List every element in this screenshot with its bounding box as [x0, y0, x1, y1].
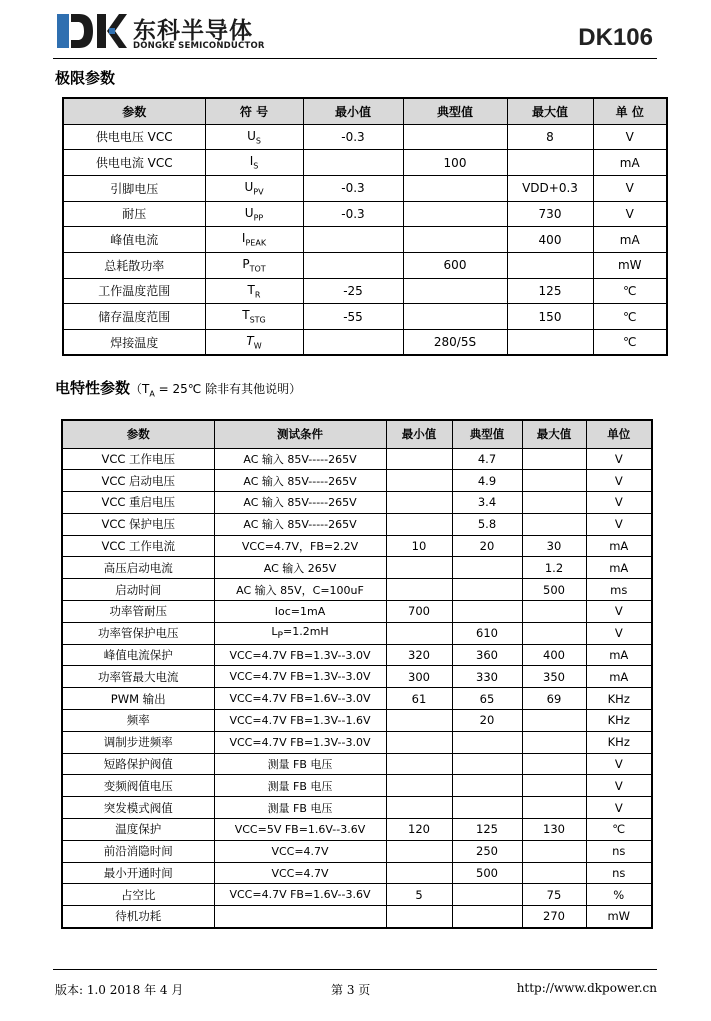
symbol-sub: S [253, 161, 259, 171]
header-param: 参数 [62, 420, 214, 448]
min-cell: 61 [386, 688, 452, 710]
symbol-sub: PEAK [245, 238, 267, 248]
min-cell: -0.3 [303, 124, 403, 150]
condition-cell: VCC=5V FB=1.6V--3.6V [214, 819, 386, 841]
table-row [62, 731, 652, 753]
table-row [62, 579, 652, 601]
param-cell: 调制步进频率 [62, 731, 214, 753]
max-cell: 130 [522, 819, 586, 841]
typ-cell [452, 797, 522, 819]
symbol-cell [205, 201, 303, 227]
typ-cell: 500 [452, 862, 522, 884]
param-cell: 频率 [62, 710, 214, 732]
param-cell: VCC 重启电压 [62, 492, 214, 514]
typ-cell [452, 753, 522, 775]
typ-cell [452, 557, 522, 579]
max-cell: 400 [522, 644, 586, 666]
typ-cell [452, 579, 522, 601]
symbol-cell [205, 124, 303, 150]
typ-cell [452, 731, 522, 753]
table-row [62, 513, 652, 535]
unit-cell: ℃ [593, 304, 667, 330]
unit-cell: V [586, 448, 652, 470]
max-cell: 730 [507, 201, 593, 227]
table-row [63, 175, 667, 201]
min-cell [303, 330, 403, 356]
unit-cell: mA [586, 644, 652, 666]
table-row [63, 150, 667, 176]
param-cell: 前沿消隐时间 [62, 840, 214, 862]
table-row [62, 710, 652, 732]
company-name-en: DONGKE SEMICONDUCTOR [133, 41, 265, 51]
symbol-main: I [249, 154, 254, 169]
max-cell [522, 775, 586, 797]
table-row [62, 840, 652, 862]
param-cell: 功率管最大电流 [62, 666, 214, 688]
section-note [130, 382, 302, 399]
max-cell: 8 [507, 124, 593, 150]
symbol-sub: S [255, 136, 261, 146]
table-row [62, 797, 652, 819]
param-cell: 最小开通时间 [62, 862, 214, 884]
param-cell: 功率管耐压 [62, 601, 214, 623]
min-cell [386, 797, 452, 819]
symbol-main: U [244, 205, 254, 220]
typ-cell: 20 [452, 535, 522, 557]
typ-cell: 4.7 [452, 448, 522, 470]
max-cell [522, 862, 586, 884]
condition-cell: VCC=4.7V [214, 840, 386, 862]
symbol-sub: PP [253, 213, 264, 223]
param-cell: 突发模式阀值 [62, 797, 214, 819]
param-cell: VCC 启动电压 [62, 470, 214, 492]
condition-cell: VCC=4.7V FB=1.3V--3.0V [214, 644, 386, 666]
header-divider [53, 58, 657, 59]
note-prefix: （T [130, 382, 150, 396]
header-unit: 单 位 [593, 98, 667, 124]
typ-cell [403, 278, 507, 304]
param-cell: 供电电流 VCC [63, 150, 205, 176]
min-cell: 120 [386, 819, 452, 841]
symbol-sub: R [254, 290, 261, 300]
note-suffix: = 25℃ 除非有其他说明） [154, 382, 302, 396]
condition-cell: 测量 FB 电压 [214, 797, 386, 819]
max-cell: 270 [522, 906, 586, 928]
max-cell [522, 513, 586, 535]
table-row [62, 666, 652, 688]
typ-cell [452, 775, 522, 797]
unit-cell: V [593, 201, 667, 227]
header-max: 最大值 [522, 420, 586, 448]
table-row [62, 753, 652, 775]
symbol-main: T [242, 308, 250, 323]
max-cell [522, 601, 586, 623]
table-row [62, 819, 652, 841]
condition-cell: AC 输入 265V [214, 557, 386, 579]
symbol-cell [205, 150, 303, 176]
min-cell [303, 150, 403, 176]
max-cell: 30 [522, 535, 586, 557]
company-name-cn: 东科半导体 [133, 18, 253, 44]
max-cell: VDD+0.3 [507, 175, 593, 201]
table-row [62, 470, 652, 492]
typ-cell [403, 304, 507, 330]
max-cell: 350 [522, 666, 586, 688]
typ-cell [403, 201, 507, 227]
max-cell [522, 448, 586, 470]
min-cell: 10 [386, 535, 452, 557]
max-cell: 400 [507, 227, 593, 253]
max-cell: 1.2 [522, 557, 586, 579]
min-cell [386, 622, 452, 644]
footer-version: 版本: 1.0 2018 年 4 月 [55, 983, 184, 997]
min-cell: 5 [386, 884, 452, 906]
header-min: 最小值 [303, 98, 403, 124]
symbol-main: T [246, 333, 254, 348]
param-cell: 总耗散功率 [63, 252, 205, 278]
min-cell [386, 513, 452, 535]
table-row [62, 906, 652, 928]
condition-cell [214, 906, 386, 928]
param-cell: 供电电压 VCC [63, 124, 205, 150]
typ-cell [403, 124, 507, 150]
min-cell [386, 557, 452, 579]
table-row [62, 448, 652, 470]
unit-cell: KHz [586, 731, 652, 753]
table-row [63, 252, 667, 278]
min-cell: -55 [303, 304, 403, 330]
param-cell: 变频阀值电压 [62, 775, 214, 797]
unit-cell: ms [586, 579, 652, 601]
table-row [62, 862, 652, 884]
param-cell: 短路保护阀值 [62, 753, 214, 775]
unit-cell: mA [586, 666, 652, 688]
max-cell: 125 [507, 278, 593, 304]
symbol-cell [205, 278, 303, 304]
symbol-main: I [241, 231, 246, 246]
header-param: 参数 [63, 98, 205, 124]
symbol-sub: STG [249, 315, 266, 325]
condition-cell: AC 输入 85V，C=100uF [214, 579, 386, 601]
param-cell: 储存温度范围 [63, 304, 205, 330]
unit-cell: V [586, 622, 652, 644]
absolute-ratings-table [62, 97, 668, 356]
min-cell: 320 [386, 644, 452, 666]
min-cell [386, 840, 452, 862]
param-cell: VCC 工作电流 [62, 535, 214, 557]
typ-cell [452, 601, 522, 623]
min-cell [386, 492, 452, 514]
typ-cell: 65 [452, 688, 522, 710]
footer-divider [53, 969, 657, 970]
unit-cell: V [586, 492, 652, 514]
table-row [63, 227, 667, 253]
unit-cell: ℃ [586, 819, 652, 841]
typ-cell: 125 [452, 819, 522, 841]
symbol-sub: TOT [249, 264, 266, 274]
symbol-sub: W [253, 341, 262, 351]
unit-cell: mW [593, 252, 667, 278]
unit-cell: V [586, 470, 652, 492]
typ-cell: 250 [452, 840, 522, 862]
condition-cell: VCC=4.7V FB=1.3V--1.6V [214, 710, 386, 732]
typ-cell: 600 [403, 252, 507, 278]
max-cell [507, 252, 593, 278]
symbol-main: P [242, 257, 250, 272]
condition-cell: Ioc=1mA [214, 601, 386, 623]
unit-cell: % [586, 884, 652, 906]
param-cell: 高压启动电流 [62, 557, 214, 579]
max-cell [507, 330, 593, 356]
section-title-text: 电特性参数 [55, 379, 131, 397]
condition-cell: VCC=4.7V，FB=2.2V [214, 535, 386, 557]
symbol-cell [205, 227, 303, 253]
max-cell [507, 150, 593, 176]
header-condition: 测试条件 [214, 420, 386, 448]
param-cell: 启动时间 [62, 579, 214, 601]
table-row [62, 601, 652, 623]
symbol-cell [205, 304, 303, 330]
min-cell [386, 775, 452, 797]
unit-cell: V [586, 775, 652, 797]
company-logo [57, 12, 265, 56]
min-cell [303, 227, 403, 253]
min-cell: 300 [386, 666, 452, 688]
condition-cell: AC 输入 85V-----265V [214, 513, 386, 535]
min-cell [386, 731, 452, 753]
param-cell: VCC 保护电压 [62, 513, 214, 535]
symbol-main: U [244, 180, 254, 195]
min-cell [386, 906, 452, 928]
table-row [63, 278, 667, 304]
condition-cell: 测量 FB 电压 [214, 775, 386, 797]
max-cell [522, 753, 586, 775]
table-row [62, 775, 652, 797]
unit-cell: mA [593, 150, 667, 176]
unit-cell: KHz [586, 688, 652, 710]
table-row [62, 644, 652, 666]
min-cell [303, 252, 403, 278]
table-row [62, 492, 652, 514]
typ-cell: 5.8 [452, 513, 522, 535]
typ-cell [403, 227, 507, 253]
section-title-absolute-ratings: 极限参数 [55, 69, 116, 87]
param-cell: VCC 工作电压 [62, 448, 214, 470]
condition-cell: VCC=4.7V FB=1.3V--3.0V [214, 731, 386, 753]
table-row [62, 884, 652, 906]
max-cell [522, 797, 586, 819]
symbol-main: T [247, 282, 255, 297]
unit-cell: mA [586, 557, 652, 579]
electrical-characteristics-table [61, 419, 653, 929]
param-cell: 引脚电压 [63, 175, 205, 201]
typ-cell: 20 [452, 710, 522, 732]
unit-cell: V [593, 175, 667, 201]
header-typ: 典型值 [403, 98, 507, 124]
min-cell: -0.3 [303, 201, 403, 227]
param-cell: 工作温度范围 [63, 278, 205, 304]
param-cell: 占空比 [62, 884, 214, 906]
param-cell: PWM 输出 [62, 688, 214, 710]
param-cell: 温度保护 [62, 819, 214, 841]
dk-logo-mark [57, 14, 127, 48]
param-cell: 焊接温度 [63, 330, 205, 356]
table-row [63, 304, 667, 330]
page-header [53, 8, 657, 58]
max-cell: 75 [522, 884, 586, 906]
unit-cell: V [586, 753, 652, 775]
condition-rest: =1.2mH [282, 625, 329, 639]
condition-cell: AC 输入 85V-----265V [214, 492, 386, 514]
header-typ: 典型值 [452, 420, 522, 448]
typ-cell: 280/5S [403, 330, 507, 356]
unit-cell: V [593, 124, 667, 150]
condition-cell: AC 输入 85V-----265V [214, 448, 386, 470]
unit-cell: mA [586, 535, 652, 557]
header-min: 最小值 [386, 420, 452, 448]
unit-cell: ns [586, 840, 652, 862]
symbol-cell [205, 330, 303, 356]
model-number: DK106 [578, 24, 653, 51]
table-row [63, 124, 667, 150]
condition-cell: VCC=4.7V FB=1.3V--3.0V [214, 666, 386, 688]
header-max: 最大值 [507, 98, 593, 124]
max-cell [522, 840, 586, 862]
min-cell [386, 448, 452, 470]
typ-cell [452, 906, 522, 928]
max-cell: 150 [507, 304, 593, 330]
symbol-cell [205, 252, 303, 278]
min-cell [386, 470, 452, 492]
max-cell [522, 710, 586, 732]
unit-cell: KHz [586, 710, 652, 732]
header-unit: 单位 [586, 420, 652, 448]
param-cell: 峰值电流 [63, 227, 205, 253]
unit-cell: ℃ [593, 330, 667, 356]
typ-cell: 610 [452, 622, 522, 644]
symbol-sub: PV [253, 187, 264, 197]
table-row [62, 535, 652, 557]
unit-cell: ℃ [593, 278, 667, 304]
min-cell [386, 710, 452, 732]
typ-cell: 3.4 [452, 492, 522, 514]
unit-cell: V [586, 601, 652, 623]
condition-cell: 测量 FB 电压 [214, 753, 386, 775]
condition-cell: AC 输入 85V-----265V [214, 470, 386, 492]
typ-cell: 100 [403, 150, 507, 176]
typ-cell: 4.9 [452, 470, 522, 492]
min-cell [386, 862, 452, 884]
max-cell [522, 492, 586, 514]
param-cell: 功率管保护电压 [62, 622, 214, 644]
param-cell: 耐压 [63, 201, 205, 227]
typ-cell [403, 175, 507, 201]
table-row [63, 330, 667, 356]
table-row [62, 622, 652, 644]
condition-sub: P [277, 630, 283, 642]
unit-cell: V [586, 797, 652, 819]
typ-cell: 360 [452, 644, 522, 666]
footer-url: http://www.dkpower.cn [516, 981, 657, 995]
table-row [62, 557, 652, 579]
typ-cell [452, 884, 522, 906]
table-row [62, 688, 652, 710]
unit-cell: mA [593, 227, 667, 253]
param-cell: 峰值电流保护 [62, 644, 214, 666]
symbol-main: U [247, 128, 256, 143]
min-cell [386, 753, 452, 775]
condition-cell: VCC=4.7V FB=1.6V--3.0V [214, 688, 386, 710]
table-header-row [63, 98, 667, 124]
note-sub: A [149, 389, 155, 399]
footer-page-number: 第 3 页 [331, 983, 371, 997]
section-title-electrical [55, 377, 301, 398]
max-cell [522, 731, 586, 753]
header-symbol: 符 号 [205, 98, 303, 124]
condition-cell: VCC=4.7V FB=1.6V--3.6V [214, 884, 386, 906]
condition-cell [214, 622, 386, 644]
typ-cell: 330 [452, 666, 522, 688]
min-cell: -25 [303, 278, 403, 304]
symbol-cell [205, 175, 303, 201]
max-cell: 69 [522, 688, 586, 710]
min-cell: 700 [386, 601, 452, 623]
table-header-row [62, 420, 652, 448]
param-cell: 待机功耗 [62, 906, 214, 928]
max-cell: 500 [522, 579, 586, 601]
table-row [63, 201, 667, 227]
condition-symbol: L [271, 625, 278, 639]
condition-cell: VCC=4.7V [214, 862, 386, 884]
max-cell [522, 470, 586, 492]
min-cell: -0.3 [303, 175, 403, 201]
max-cell [522, 622, 586, 644]
unit-cell: mW [586, 906, 652, 928]
unit-cell: ns [586, 862, 652, 884]
unit-cell: V [586, 513, 652, 535]
min-cell [386, 579, 452, 601]
